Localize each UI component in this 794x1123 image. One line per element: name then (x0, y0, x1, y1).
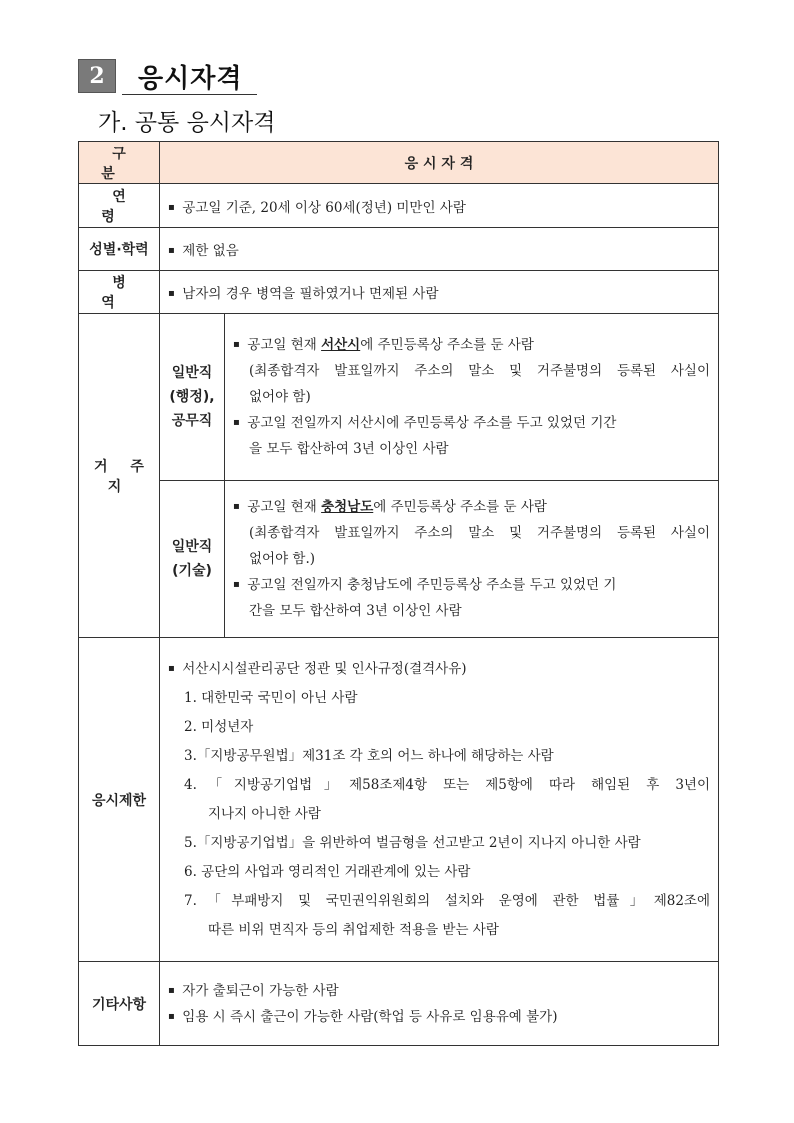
header-category: 구 분 (79, 142, 160, 184)
table-row-others (79, 962, 719, 1046)
table-header-row (79, 142, 719, 184)
value-gender-edu: ▪ 제한 없음 (160, 228, 719, 271)
header-qualification: 응 시 자 격 (160, 142, 719, 184)
value-residence-admin: ▪ 공고일 현재 서산시에 주민등록상 주소를 둔 사람 (최종합격자 발표일까지 주소의 말소 및 거주불명의 등록된 사실이 없어야 함) ▪ 공고일 전일까지 서산시에 주민등록상 주소를 두고 있었던 기간 을 모두 합산하여 3년 이상인 사람 (225, 314, 719, 481)
restriction-item: 지나지 아니한 사람 (208, 806, 321, 822)
restriction-item: 1. 대한민국 국민이 아닌 사람 (184, 690, 358, 706)
value-age: ▪ 공고일 기준, 20세 이상 60세(정년) 미만인 사람 (160, 184, 719, 228)
restriction-item: 7.「부패방지 및 국민권익위원회의 설치와 운영에 관한 법률」제82조에 (184, 893, 710, 909)
value-others: ▪ 자가 출퇴근이 가능한 사람 ▪ 임용 시 즉시 출근이 가능한 사람(학업 등 사유로 임용유예 불가) (160, 962, 719, 1046)
label-restriction: 응시제한 (79, 638, 160, 962)
value-military: ▪ 남자의 경우 병역을 필하였거나 면제된 사람 (160, 271, 719, 314)
qualification-table (78, 141, 719, 1046)
section-underline (122, 94, 257, 95)
value-restriction: ▪ 서산시시설관리공단 정관 및 인사규정(결격사유) 1. 대한민국 국민이 아닌 사람 2. 미성년자 3.「지방공무원법」제31조 각 호의 어느 하나에 해당하는 사람 4.「지방공기업법」제58조제4항 또는 제5항에 따라 해임된 후 3년이 지나지 아니한 사람 5.「지방공기업법」을 위반하여 벌금형을 선고받고 2년이 지나지 아니한 사람 6. 공단의 사업과 영리적인 거래관계에 있는 사람 7.「부패방지 및 국민권익위원회의 설치와 운영에 관한 법률」제82조에 따른 비위 면직자 등의 취업제한 적용을 받는 사람 (160, 638, 719, 962)
restriction-item: 5.「지방공기업법」을 위반하여 벌금형을 선고받고 2년이 지나지 아니한 사람 (184, 835, 641, 851)
table-row-age (79, 184, 719, 228)
table-row-residence-admin (79, 314, 719, 481)
subsection-title: 가. 공통 응시자격 (98, 110, 276, 136)
table-row-residence-tech (79, 481, 719, 638)
sublabel-admin: 일반직 (행정), 공무직 (160, 314, 225, 481)
table-row-military (79, 271, 719, 314)
restriction-item: 4.「지방공기업법」제58조제4항 또는 제5항에 따라 해임된 후 3년이 (184, 777, 710, 793)
table-row-gender-edu (79, 228, 719, 271)
restriction-item: 3.「지방공무원법」제31조 각 호의 어느 하나에 해당하는 사람 (184, 748, 554, 764)
section-title: 응시자격 (138, 63, 243, 94)
label-gender-edu: 성별·학력 (79, 228, 160, 271)
label-age: 연 령 (79, 184, 160, 228)
restriction-item: 따른 비위 면직자 등의 취업제한 적용을 받는 사람 (208, 922, 499, 938)
restriction-item: 2. 미성년자 (184, 719, 254, 735)
label-others: 기타사항 (79, 962, 160, 1046)
table-row-restriction (79, 638, 719, 962)
section-number: 2 (78, 59, 116, 93)
restriction-item: 6. 공단의 사업과 영리적인 거래관계에 있는 사람 (184, 864, 471, 880)
label-military: 병 역 (79, 271, 160, 314)
sublabel-tech: 일반직 (기술) (160, 481, 225, 638)
value-residence-tech: ▪ 공고일 현재 충청남도에 주민등록상 주소를 둔 사람 (최종합격자 발표일까지 주소의 말소 및 거주불명의 등록된 사실이 없어야 함.) ▪ 공고일 전일까지 충청남도에 주민등록상 주소를 두고 있었던 기 간을 모두 합산하여 3년 이상인 사람 (225, 481, 719, 638)
section-heading (78, 58, 242, 94)
label-residence: 거 주 지 (79, 314, 160, 638)
